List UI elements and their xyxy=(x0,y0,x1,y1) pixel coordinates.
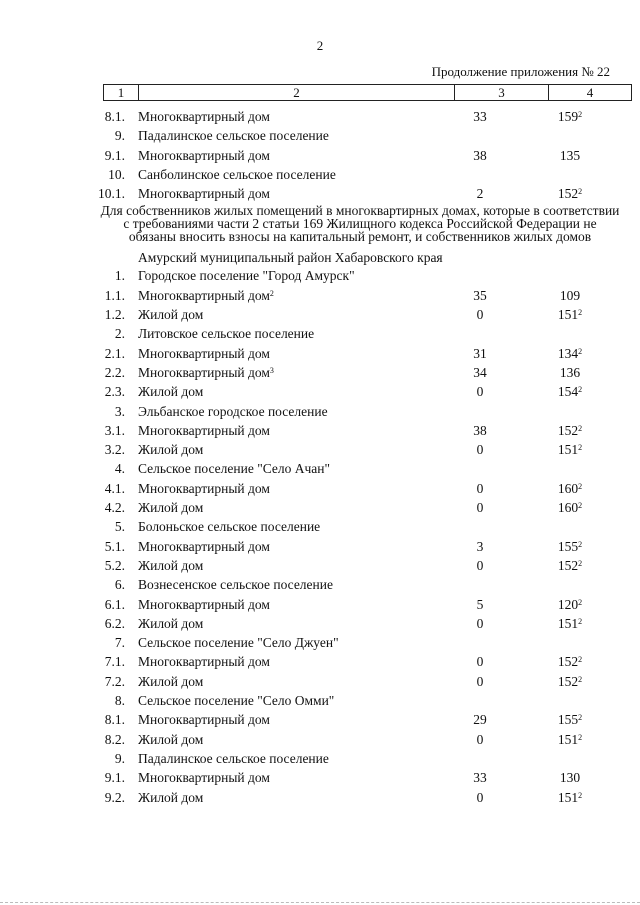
row-name-text: Падалинское сельское поселение xyxy=(138,750,329,766)
row-name xyxy=(138,479,270,498)
row-name xyxy=(138,421,270,440)
row-name xyxy=(138,184,270,203)
row-name xyxy=(138,691,334,710)
table-row xyxy=(0,672,640,691)
column-header-2: 2 xyxy=(139,85,455,101)
table-row xyxy=(0,691,640,710)
row-name xyxy=(138,556,203,575)
table-row xyxy=(0,788,640,807)
rows-part-1 xyxy=(0,107,640,203)
row-value-col4 xyxy=(530,595,610,614)
row-number: 5.2. xyxy=(104,557,125,573)
table-row xyxy=(0,556,640,575)
row-name-text: Падалинское сельское поселение xyxy=(138,128,329,144)
row-number: 8.2. xyxy=(104,731,125,747)
footnote-mark: 2 xyxy=(578,308,583,318)
row-number: 2.3. xyxy=(104,384,125,400)
table-row xyxy=(0,749,640,768)
appendix-subtitle: Продолжение приложения № 22 xyxy=(431,64,610,79)
row-value-col4 xyxy=(530,537,610,556)
footnote-mark: 2 xyxy=(578,655,583,665)
row-name xyxy=(138,614,203,633)
row-number: 5. xyxy=(114,519,125,535)
row-name-text: Многоквартирный дом xyxy=(138,109,270,124)
footnote-mark: 2 xyxy=(578,346,583,356)
row-name xyxy=(138,633,339,652)
footnote-mark: 2 xyxy=(578,385,583,395)
footnote-mark: 3 xyxy=(269,365,274,375)
footnote-mark: 2 xyxy=(269,288,274,298)
row-name-text: Многоквартирный дом xyxy=(138,186,270,202)
row-name xyxy=(138,165,336,184)
row-name xyxy=(138,126,329,145)
row-number: 4.1. xyxy=(104,480,125,496)
row-value-col4-text: 134 xyxy=(557,345,579,361)
row-number: 8.1. xyxy=(104,712,125,728)
row-value-col3: 38 xyxy=(473,422,487,438)
row-name xyxy=(138,459,330,478)
row-name xyxy=(138,344,270,363)
table-row xyxy=(0,768,640,787)
row-value-col4 xyxy=(530,652,610,671)
table-row xyxy=(0,730,640,749)
row-value-col4 xyxy=(530,382,610,401)
row-value-col3: 0 xyxy=(476,307,484,323)
table-row xyxy=(0,440,640,459)
row-name-text: Жилой дом xyxy=(138,307,204,323)
table-row xyxy=(0,402,640,421)
row-value-col3: 3 xyxy=(476,538,484,554)
row-number: 1. xyxy=(114,268,125,284)
footnote-mark: 2 xyxy=(578,558,583,568)
row-value-col3: 2 xyxy=(476,186,484,202)
row-name-text: Литовское сельское поселение xyxy=(138,326,315,342)
row-value-col3: 5 xyxy=(476,596,484,612)
row-name xyxy=(138,730,203,749)
table-row xyxy=(0,165,640,184)
footnote-mark: 2 xyxy=(578,790,583,800)
footnote-mark: 2 xyxy=(578,501,583,511)
row-number: 7. xyxy=(114,635,125,651)
row-value-col3: 0 xyxy=(476,442,484,458)
table-row xyxy=(0,537,640,556)
table-row xyxy=(0,575,640,594)
row-number: 2.2. xyxy=(104,364,125,380)
row-name xyxy=(138,266,355,285)
footnote-mark: 2 xyxy=(578,732,583,742)
row-number: 9. xyxy=(114,750,125,766)
row-number: 10.1. xyxy=(98,186,125,202)
row-value-col4-text: 136 xyxy=(559,364,581,380)
row-value-col4 xyxy=(530,363,610,382)
row-value-col4-text: 151 xyxy=(557,307,579,323)
row-name xyxy=(138,286,274,305)
row-name-text: Санболинское сельское поселение xyxy=(138,166,336,182)
row-value-col3: 0 xyxy=(476,384,484,400)
row-value-col4-text: 151 xyxy=(557,789,579,805)
column-header-3: 3 xyxy=(455,85,549,101)
row-name xyxy=(138,595,270,614)
row-value-col3: 0 xyxy=(476,654,484,670)
row-name-text: Многоквартирный дом xyxy=(138,345,270,361)
row-name xyxy=(138,146,270,165)
row-value-col3: 33 xyxy=(473,109,487,124)
region-heading: Амурский муниципальный район Хабаровского края xyxy=(138,250,443,266)
table-row xyxy=(0,633,640,652)
row-value-col4 xyxy=(530,344,610,363)
table-row xyxy=(0,479,640,498)
row-number: 3.1. xyxy=(104,422,125,438)
table-row xyxy=(0,652,640,671)
row-value-col4-text: 151 xyxy=(557,731,579,747)
row-value-col3: 0 xyxy=(476,789,484,805)
page-number: 2 xyxy=(316,38,324,53)
row-value-col4-text: 155 xyxy=(557,712,579,728)
row-name-text: Многоквартирный дом xyxy=(138,287,270,303)
row-value-col4 xyxy=(530,146,610,165)
row-name xyxy=(138,498,203,517)
table-row xyxy=(0,614,640,633)
table-row xyxy=(0,382,640,401)
row-number: 1.2. xyxy=(104,307,125,323)
row-name-text: Сельское поселение "Село Джуен" xyxy=(138,635,339,651)
row-name-text: Жилой дом xyxy=(138,384,204,400)
row-value-col4-text: 135 xyxy=(559,147,581,163)
row-value-col4 xyxy=(530,498,610,517)
row-value-col4-text: 120 xyxy=(557,596,579,612)
table-row xyxy=(0,459,640,478)
row-name-text: Жилой дом xyxy=(138,442,204,458)
row-name-text: Жилой дом xyxy=(138,557,204,573)
table-row xyxy=(0,421,640,440)
row-name xyxy=(138,363,274,382)
row-number: 7.1. xyxy=(104,654,125,670)
row-name xyxy=(138,324,314,343)
table-row xyxy=(0,184,640,203)
row-name-text: Сельское поселение "Село Омми" xyxy=(138,693,335,709)
row-value-col4 xyxy=(530,107,610,126)
row-name-text: Многоквартирный дом xyxy=(138,480,270,496)
footnote-mark: 2 xyxy=(578,423,583,433)
row-name-text: Эльбанское городское поселение xyxy=(138,403,328,419)
footnote-mark: 2 xyxy=(578,674,583,684)
row-name-text: Многоквартирный дом xyxy=(138,770,270,786)
row-number: 9. xyxy=(114,128,125,144)
column-header-1: 1 xyxy=(104,85,139,101)
row-number: 7.2. xyxy=(104,673,125,689)
row-number: 3. xyxy=(114,403,125,419)
row-value-col4-text: 151 xyxy=(557,442,579,458)
row-value-col4 xyxy=(530,184,610,203)
table-row xyxy=(0,344,640,363)
row-name-text: Жилой дом xyxy=(138,731,204,747)
row-name-text: Многоквартирный дом xyxy=(138,538,270,554)
row-value-col4-text: 152 xyxy=(557,422,579,438)
column-header-4: 4 xyxy=(549,85,632,101)
table-body xyxy=(0,107,640,807)
row-name xyxy=(138,517,320,536)
row-value-col4-text: 152 xyxy=(557,186,579,202)
table-row xyxy=(0,286,640,305)
row-value-col3: 0 xyxy=(476,615,484,631)
footnote-mark: 2 xyxy=(578,713,583,723)
row-value-col4-text: 154 xyxy=(557,384,579,400)
row-name-text: Многоквартирный дом xyxy=(138,364,270,380)
table-row xyxy=(0,363,640,382)
row-value-col4-text: 155 xyxy=(557,538,579,554)
footnote-mark: 2 xyxy=(578,616,583,626)
row-number: 1.1. xyxy=(104,287,125,303)
row-value-col3: 0 xyxy=(476,480,484,496)
row-value-col4-text: 152 xyxy=(557,557,579,573)
footnote-mark: 2 xyxy=(578,443,583,453)
row-name xyxy=(138,107,270,126)
row-value-col3: 34 xyxy=(473,364,487,380)
row-name-text: Жилой дом xyxy=(138,500,204,516)
footnote-mark: 2 xyxy=(578,187,583,197)
column-header-table xyxy=(103,84,632,101)
row-value-col4-text: 160 xyxy=(557,480,579,496)
row-name-text: Многоквартирный дом xyxy=(138,654,270,670)
row-number: 10. xyxy=(108,166,125,182)
row-name xyxy=(138,305,203,324)
row-value-col4-text: 160 xyxy=(557,500,579,516)
row-name-text: Многоквартирный дом xyxy=(138,422,270,438)
row-name-text: Городское поселение "Город Амурск" xyxy=(138,268,355,284)
row-name xyxy=(138,537,270,556)
row-value-col3: 0 xyxy=(476,673,484,689)
row-number: 3.2. xyxy=(104,442,125,458)
row-number: 8. xyxy=(114,693,125,709)
table-row xyxy=(0,517,640,536)
table-row xyxy=(0,498,640,517)
scan-edge-line xyxy=(0,902,640,903)
row-number: 4. xyxy=(114,461,125,477)
row-value-col3: 35 xyxy=(473,287,487,303)
footnote-mark: 2 xyxy=(578,597,583,607)
row-number: 4.2. xyxy=(104,500,125,516)
row-value-col4 xyxy=(530,614,610,633)
table-row xyxy=(0,305,640,324)
row-name-text: Болоньское сельское поселение xyxy=(138,519,321,535)
row-value-col4 xyxy=(530,710,610,729)
table-row xyxy=(0,146,640,165)
row-value-col4 xyxy=(530,768,610,787)
row-value-col4 xyxy=(530,479,610,498)
row-number: 8.1. xyxy=(104,109,125,124)
footnote-mark: 2 xyxy=(578,539,583,549)
row-value-col4-text: 152 xyxy=(557,654,579,670)
row-name-text: Жилой дом xyxy=(138,615,204,631)
row-number: 5.1. xyxy=(104,538,125,554)
footnote-mark: 2 xyxy=(578,110,583,119)
row-value-col3: 31 xyxy=(473,345,487,361)
table-row xyxy=(0,126,640,145)
row-value-col3: 38 xyxy=(473,147,487,163)
row-number: 2. xyxy=(114,326,125,342)
row-value-col4 xyxy=(530,286,610,305)
row-name-text: Многоквартирный дом xyxy=(138,712,270,728)
table-row xyxy=(0,710,640,729)
row-value-col4 xyxy=(530,305,610,324)
row-name xyxy=(138,575,333,594)
row-value-col4 xyxy=(530,556,610,575)
row-name-text: Многоквартирный дом xyxy=(138,147,270,163)
row-name xyxy=(138,710,270,729)
rows-part-2 xyxy=(0,266,640,806)
row-number: 2.1. xyxy=(104,345,125,361)
row-value-col4 xyxy=(530,421,610,440)
row-name xyxy=(138,749,329,768)
row-name-text: Многоквартирный дом xyxy=(138,596,270,612)
section-note: Для собственников жилых помещений в многоквартирных домах, которые в соответствии с требованиями части 2 статьи 169 Жилищного кодекса Российской Федерации не обязаны вносить взносы на капитальный ремонт, и собственников жилых домов xyxy=(100,203,620,245)
row-number: 9.1. xyxy=(104,770,125,786)
row-number: 6.2. xyxy=(104,615,125,631)
footnote-mark: 2 xyxy=(578,481,583,491)
row-value-col4 xyxy=(530,440,610,459)
row-value-col4-text: 159 xyxy=(557,109,579,124)
row-name xyxy=(138,768,270,787)
row-number: 9.1. xyxy=(104,147,125,163)
row-number: 9.2. xyxy=(104,789,125,805)
row-name-text: Сельское поселение "Село Ачан" xyxy=(138,461,331,477)
table-row xyxy=(0,107,640,126)
row-value-col3: 0 xyxy=(476,500,484,516)
row-name xyxy=(138,402,328,421)
row-name-text: Жилой дом xyxy=(138,673,204,689)
row-name xyxy=(138,382,203,401)
row-value-col4 xyxy=(530,730,610,749)
row-value-col4 xyxy=(530,788,610,807)
row-name-text: Жилой дом xyxy=(138,789,204,805)
table-row xyxy=(0,266,640,285)
row-name xyxy=(138,440,203,459)
table-row xyxy=(0,324,640,343)
row-number: 6.1. xyxy=(104,596,125,612)
row-name xyxy=(138,672,203,691)
table-row xyxy=(0,595,640,614)
row-value-col4-text: 152 xyxy=(557,673,579,689)
row-name-text: Вознесенское сельское поселение xyxy=(138,577,333,593)
row-value-col3: 33 xyxy=(473,770,487,786)
row-name xyxy=(138,788,203,807)
row-value-col3: 0 xyxy=(476,731,484,747)
row-value-col3: 29 xyxy=(473,712,487,728)
row-value-col4-text: 109 xyxy=(559,287,581,303)
row-value-col3: 0 xyxy=(476,557,484,573)
row-value-col4 xyxy=(530,672,610,691)
row-name xyxy=(138,652,270,671)
row-number: 6. xyxy=(114,577,125,593)
row-value-col4-text: 130 xyxy=(559,770,581,786)
row-value-col4-text: 151 xyxy=(557,615,579,631)
